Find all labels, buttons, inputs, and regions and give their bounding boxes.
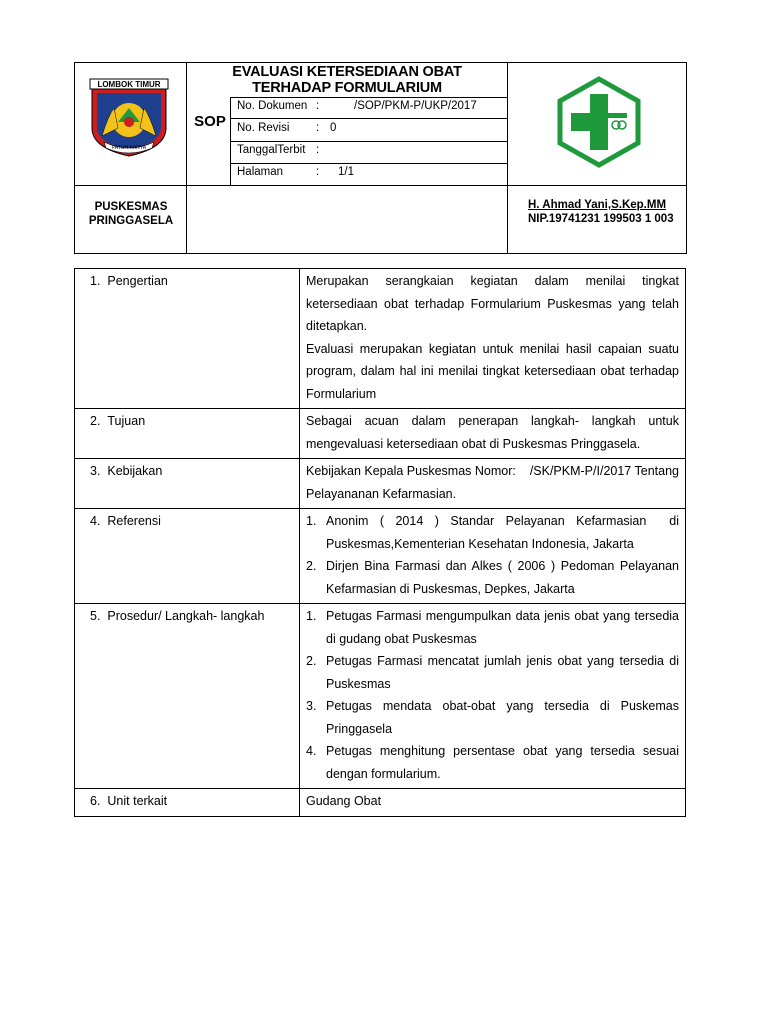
title-line-2: TERHADAP FORMULARIUM (252, 80, 442, 96)
list-item: 4. Petugas menghitung persentase obat yang tersedia sesuai dengan formularium. (306, 744, 679, 781)
section-number: 4. (90, 514, 101, 528)
section-title: Prosedur/ Langkah- langkah (107, 609, 265, 623)
section-content-cell (300, 604, 686, 789)
paragraph: Gudang Obat (306, 794, 382, 808)
meta-label: No. Dokumen (237, 100, 308, 112)
meta-value-doc-number: /SOP/PKM-P/UKP/2017 (354, 100, 477, 112)
meta-value-revision: 0 (330, 122, 337, 134)
section-number: 6. (90, 794, 101, 808)
paragraph: Sebagai acuan dalam penerapan langkah- langkah untuk mengevaluasi ketersediaan obat di Puskesmas Pringgasela. (306, 414, 679, 451)
section-label-cell (75, 269, 300, 409)
section-label-cell (75, 789, 300, 817)
list-item: 1. Anonim ( 2014 ) Standar Pelayanan Kefarmasian di Puskesmas,Kementerian Kesehatan Indonesia, Jakarta (306, 514, 683, 551)
meta-sep: : (316, 144, 320, 156)
org-line-1: PUSKESMAS (94, 201, 168, 213)
section-label-cell (75, 409, 300, 459)
meta-label-publish-date: TanggalTerbit (237, 144, 306, 156)
section-label-cell (75, 459, 300, 509)
puskesmas-logo (556, 76, 642, 168)
reference-list (300, 509, 685, 603)
section-content-cell (300, 409, 686, 459)
section-title: Unit terkait (107, 794, 168, 808)
table-row (75, 269, 686, 409)
lombok-timur-logo (88, 78, 170, 158)
section-label-cell (75, 604, 300, 789)
meta-sep: : (316, 122, 320, 134)
list-item: 2. Dirjen Bina Farmasi dan Alkes ( 2006 ) Pedoman Pelayanan Kefarmasian di Puskesmas, Depkes, Jakarta (306, 559, 679, 596)
list-item: 1. Petugas Farmasi mengumpulkan data jenis obat yang tersedia di gudang obat Puskesmas (306, 609, 679, 646)
section-number: 3. (90, 464, 101, 478)
meta-label-page: Halaman (237, 166, 284, 178)
section-number: 5. (90, 609, 101, 623)
table-row (75, 509, 686, 604)
section-number: 2. (90, 414, 101, 428)
list-item: 3. Petugas mendata obat-obat yang tersedia di Puskemas Pringgasela (306, 699, 679, 736)
section-title: Pengertian (107, 274, 168, 288)
section-title: Tujuan (107, 414, 146, 428)
meta-label-revision: No. Revisi (237, 122, 290, 134)
title-line-1: EVALUASI KETERSEDIAAN OBAT (232, 64, 462, 80)
section-label-cell (75, 509, 300, 604)
meta-value-page: 1/1 (338, 166, 354, 178)
signer-block (528, 198, 674, 226)
section-title: Referensi (107, 514, 161, 528)
meta-sep: : (316, 100, 320, 112)
procedure-list (300, 604, 685, 788)
section-content-cell (300, 269, 686, 409)
section-title: Kebijakan (107, 464, 163, 478)
table-row (75, 409, 686, 459)
table-row (75, 604, 686, 789)
sop-label: SOP (194, 113, 226, 130)
paragraph: Merupakan serangkaian kegiatan dalam menilai tingkat ketersediaan obat terhadap Formularium Puskesmas yang telah ditetapkan. (306, 274, 679, 333)
logo-top-text: LOMBOK TIMUR (97, 80, 161, 89)
meta-sep: : (316, 166, 320, 178)
table-row (75, 459, 686, 509)
paragraph: Kebijakan Kepala Puskesmas Nomor: /SK/PKM-P/I/2017 Tentang Pelayananan Kefarmasian. (306, 464, 683, 501)
org-line-2: PRINGGASELA (88, 215, 174, 227)
organization-name (80, 200, 182, 228)
signer-name: H. Ahmad Yani,S.Kep.MM (528, 199, 667, 211)
section-number: 1. (90, 274, 101, 288)
signer-nip: NIP.19741231 199503 1 003 (528, 213, 674, 225)
document-title (187, 64, 507, 96)
table-row (75, 789, 686, 817)
list-item: 2. Petugas Farmasi mencatat jumlah jenis obat yang tersedia di Puskesmas (306, 654, 679, 691)
logo-bottom-text: PATUH KARYA (111, 145, 147, 151)
meta-row-doc-number (237, 99, 307, 113)
paragraph: Evaluasi merupakan kegiatan untuk menilai hasil capaian suatu program, dalam hal ini menilai tingkat ketersediaan obat terhadap Formularium (306, 341, 679, 401)
section-content-cell (300, 459, 686, 509)
section-content-cell (300, 509, 686, 604)
section-content-cell (300, 789, 686, 817)
sop-content-table (74, 268, 686, 817)
